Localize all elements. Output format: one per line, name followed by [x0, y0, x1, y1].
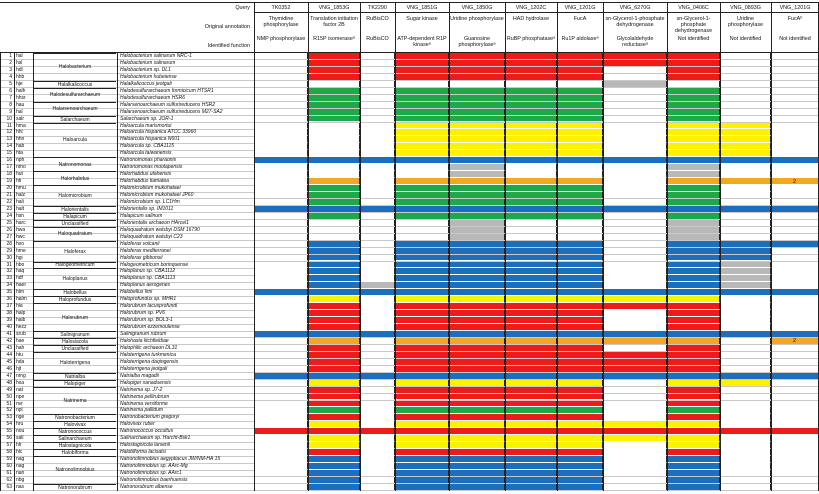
organism-code: hxa [16, 379, 25, 386]
column-query-10: VNG_0893G [730, 5, 761, 11]
row-number: 5 [9, 80, 12, 87]
column-divider [360, 2, 361, 491]
organism-code: halm [16, 296, 27, 303]
row-number: 2 [9, 59, 12, 66]
organism-code: npl [16, 407, 23, 414]
row-number: 16 [6, 157, 12, 164]
organism-name: Natronomonas moolapensis [120, 164, 183, 171]
column-divider [0, 52, 1, 491]
row-number: 31 [6, 261, 12, 268]
organism-name: Haloplanus sp. CBA1113 [120, 275, 176, 282]
column-identified-2: R15P isomeraseᵃ [313, 36, 355, 42]
column-query-5: VNG_1850G [461, 5, 493, 11]
column-identified-9: Not identified [677, 36, 710, 42]
genus-label: Haloarcula [34, 123, 116, 158]
genus-label: Salinigranum [34, 331, 116, 338]
organism-code: nat [16, 386, 23, 393]
row-number: 22 [6, 198, 12, 205]
organism-code: hti [16, 178, 22, 185]
organism-code: nbg [16, 476, 25, 483]
organism-code: hal [16, 108, 23, 115]
organism-name: Halogeometricum borinquense [120, 261, 189, 268]
organism-code: hah [16, 344, 25, 351]
column-divider [603, 2, 604, 491]
row-number: 7 [9, 94, 12, 101]
organism-code: nou [16, 428, 25, 435]
row-number: 24 [6, 212, 12, 219]
column-annotation-3: RuBisCO [366, 16, 389, 22]
genus-label: Natrialba [34, 373, 116, 380]
organism-name: Halorubrum sp. BOL3-1 [120, 317, 173, 324]
organism-code: hje [16, 80, 23, 87]
organism-name: Halomicrobium mukohataei JP60 [120, 192, 194, 198]
organism-name: Halobacterium salinarum NRC-1 [120, 53, 192, 59]
organism-name: Halobellus limi [120, 289, 153, 296]
header-divider [0, 2, 819, 3]
row-number: 21 [6, 192, 12, 198]
organism-code: halp [16, 310, 26, 317]
row-number: 9 [9, 108, 12, 115]
organism-name: Natrialba magadii [120, 372, 159, 379]
organism-name: Haloprofundus sp. MHR1 [120, 296, 177, 303]
organism-name: Natrinema sp. J7-2 [120, 386, 163, 393]
organism-code: npe [16, 393, 25, 400]
row-number: 18 [6, 171, 12, 178]
organism-code: srub [16, 331, 26, 337]
organism-name: Haloarcula taiwanensis [120, 150, 172, 157]
organism-name: Haloarcula hispanica N601 [120, 136, 180, 143]
genus-label: Salinarchaeum [34, 435, 116, 442]
row-number: 35 [6, 289, 12, 296]
organism-name: Halomicrobium sp. LC1Hm [120, 198, 180, 205]
genus-label: Halobacterium [34, 53, 116, 81]
organism-name: Haloplanus sp. CBA1112 [120, 268, 176, 275]
genus-label: Halomicrobium [34, 185, 116, 206]
column-query-1: TK0352 [271, 5, 291, 11]
organism-code: hali [16, 198, 24, 205]
organism-name: Haloterrigena jeotgali [120, 365, 168, 372]
row-number: 59 [6, 456, 12, 463]
genus-label: Haloquadratum [34, 227, 116, 241]
organism-name: Natronomonas pharaonis [120, 157, 177, 164]
organism-name: Halalkalicoccus jeotgali [120, 80, 172, 87]
column-divider [667, 2, 668, 491]
organism-name: Haloblforma lacisalsi [120, 449, 166, 456]
organism-code: hwc [16, 233, 25, 240]
column-divider [395, 2, 396, 491]
organism-name: Halorhabdus tiamatea [120, 178, 169, 185]
organism-code: nph [16, 157, 25, 164]
organism-code: hlr [16, 442, 22, 449]
column-annotation-1: Thymidine phosphorylase [263, 16, 299, 28]
organism-name: Halophilic archaeon DL31 [120, 344, 178, 351]
organism-name: Halovivax ruber [120, 421, 155, 428]
column-divider [505, 2, 506, 491]
organism-name: Halobacterium hubeiense [120, 73, 177, 80]
header-query-label: Query [235, 5, 250, 11]
organism-name: Natrinema versiforme [120, 400, 168, 407]
column-query-6: VNG_1202C [515, 5, 547, 11]
column-annotation-11: FucAᵇ [787, 16, 803, 22]
organism-code: hab [16, 143, 25, 150]
organism-code: hal [16, 53, 23, 59]
row-number: 25 [6, 219, 12, 226]
organism-name: Halodesulfurarchaeum HSR6 [120, 94, 186, 101]
column-divider [557, 2, 558, 491]
organism-code: haer [16, 282, 27, 289]
organism-code: nmg [16, 372, 26, 379]
organism-code: hhn [16, 136, 25, 143]
genus-label: Halorientalis [34, 206, 116, 213]
genus-label: Halopiger [34, 380, 116, 387]
genus-label: Haloplanus [34, 268, 116, 289]
organism-code: salr [16, 115, 25, 122]
organism-code: nag [16, 456, 25, 463]
column-annotation-10: Uridine phosphorylase [727, 16, 764, 28]
genus-label: Unclassified [34, 345, 116, 352]
genus-label: Unclassified [34, 220, 116, 227]
column-annotation-2: Translation initiation factor 2B [310, 16, 358, 28]
genus-label: Haloprofundus [34, 296, 116, 303]
organism-code: hezz [16, 324, 27, 331]
organism-name: Halapicum salinum [120, 212, 163, 219]
column-divider [449, 2, 450, 491]
organism-name: Halomicrobium mukohataei [120, 185, 181, 192]
column-query-9: VNG_0406C [678, 5, 709, 11]
row-number: 54 [6, 421, 12, 428]
row-number: 58 [6, 449, 12, 456]
organism-code: hgi [16, 254, 23, 261]
organism-code: hmu [16, 185, 26, 192]
row-number: 1 [9, 53, 12, 59]
organism-name: Natronolimnobius sp. AArc-Mg [120, 463, 188, 470]
genus-label: Salarchaeum [34, 116, 116, 123]
organism-name: Halohasta litchfieldiae [120, 337, 169, 344]
organism-code: hsl [16, 59, 23, 66]
column-query-2: VNG_1853G [318, 5, 350, 11]
row-number: 55 [6, 428, 12, 435]
row-number: 8 [9, 101, 12, 108]
organism-code: hwa [16, 226, 26, 233]
column-query-3: TK2290 [368, 5, 387, 11]
column-annotation-5: Uridine phosphorylase [450, 16, 504, 22]
organism-name: Halobacterium sp. DL1 [120, 66, 171, 73]
column-identified-8: Glycolaldehyde reductaseᵃ [616, 36, 654, 48]
genus-label: Halorhabdus [34, 171, 116, 185]
column-divider [33, 52, 34, 491]
genus-label: Halorubrum [34, 303, 116, 331]
row-number: 44 [6, 351, 12, 358]
column-annotation-9: sn-Glycerol-1-phosphate dehydrogenase [674, 16, 713, 34]
organism-code: hae [16, 337, 25, 344]
genus-label: Natronorubrum [34, 484, 116, 491]
organism-name: Salarchaeum sp. JOR-1 [120, 115, 174, 122]
column-divider [117, 52, 118, 491]
row-number: 62 [6, 476, 12, 483]
organism-code: hau [16, 101, 25, 108]
row-number: 15 [6, 150, 12, 157]
genus-label: Haloterrigena [34, 352, 116, 373]
organism-name: Natronolimnobius sp. AArc1 [120, 470, 182, 476]
header-divider [254, 12, 819, 13]
row-number: 39 [6, 317, 12, 324]
organism-name: Halobacterium salinarum [120, 59, 176, 66]
row-number: 56 [6, 435, 12, 442]
column-identified-3: RuBisCO [366, 36, 389, 42]
row-number: 45 [6, 358, 12, 365]
row-number: 26 [6, 226, 12, 233]
genus-label: Natronomonas [34, 157, 116, 171]
organism-code: hdf [16, 275, 23, 282]
row-number: 46 [6, 365, 12, 372]
organism-name: Halorubrum lacusprofundi [120, 303, 178, 310]
organism-name: Halarsenoarchaeum sulfurireducens M27-SA2 [120, 108, 223, 115]
genus-label: Halapicum [34, 213, 116, 220]
row-number: 6 [9, 87, 12, 94]
column-identified-5: Guanosine phosphorylaseᵃ [458, 36, 496, 48]
row-number: 50 [6, 393, 12, 400]
organism-code: haq [16, 268, 25, 275]
organism-code: hda [16, 358, 25, 365]
row-number: 53 [6, 414, 12, 421]
organism-name: Halorubrum sp. PV6 [120, 310, 166, 317]
row-number: 3 [9, 66, 12, 73]
organism-name: Halorubrum ezzemoulense [120, 324, 180, 331]
row-number: 11 [6, 122, 12, 129]
row-number: 10 [6, 115, 12, 122]
row-number: 43 [6, 344, 12, 351]
organism-code: halt [16, 205, 25, 212]
row-number: 14 [6, 143, 12, 150]
row-number: 29 [6, 247, 12, 254]
row-number: 30 [6, 254, 12, 261]
organism-name: Natrinema pallidum [120, 407, 164, 414]
organism-code: nas [16, 483, 25, 490]
column-query-7: VNG_1201G [564, 5, 596, 11]
column-query-4: VNG_1851G [406, 5, 438, 11]
organism-code: hsn [16, 212, 25, 219]
genus-label: Halogeometricum [34, 262, 116, 269]
row-number: 38 [6, 310, 12, 317]
organism-name: Natronorubrum albense [120, 483, 173, 490]
organism-name: Natronococcus occultus [120, 428, 174, 435]
organism-code: hvo [16, 240, 25, 247]
organism-name: Haloarcula sp. CBA1115 [120, 143, 175, 150]
organism-name: Haloplanus aerogenes [120, 282, 171, 289]
row-number: 36 [6, 296, 12, 303]
cell-note: 2 [793, 178, 797, 185]
genus-label: Halodesulfurarchaeum [34, 88, 116, 102]
genus-label: Natronolimnobius [34, 456, 116, 484]
row-number: 49 [6, 386, 12, 393]
row-number: 34 [6, 282, 12, 289]
organism-code: hhb [16, 73, 25, 80]
organism-code: nmo [16, 164, 26, 171]
column-annotation-4: Sugar kinase [406, 16, 438, 22]
organism-code: nag [16, 463, 25, 470]
organism-name: Haloferax gibbonsii [120, 254, 163, 261]
cell-note: 2 [793, 338, 797, 345]
column-divider [308, 2, 309, 491]
column-identified-11: Not identified [779, 36, 811, 42]
column-divider [254, 2, 255, 491]
row-number: 17 [6, 164, 12, 171]
organism-name: Halostagnicola larsenii [120, 442, 171, 449]
row-number: 60 [6, 463, 12, 470]
genus-label: Halovivax [34, 421, 116, 428]
column-identified-10: Not identified [729, 36, 762, 42]
header-identified-label: Identified function [207, 43, 250, 49]
row-number: 27 [6, 233, 12, 240]
row-number: 37 [6, 303, 12, 310]
genus-label: Haloblforma [34, 449, 116, 456]
row-number: 61 [6, 470, 12, 476]
organism-code: hla [16, 303, 23, 310]
organism-code: hdl [16, 66, 23, 73]
organism-code: nvr [16, 400, 23, 407]
column-annotation-7: FucA [573, 16, 587, 22]
organism-code: hta [16, 150, 23, 157]
organism-name: Natronolimnobius baerhuensis [120, 476, 188, 483]
row-number: 47 [6, 372, 12, 379]
organism-code: hlm [16, 289, 25, 296]
column-annotation-6: HAD hydrolase [512, 16, 550, 22]
organism-code: hjt [16, 365, 22, 372]
genus-label: Halalkalicoccus [34, 81, 116, 88]
organism-name: Halorientalis sp. IM1011 [120, 205, 174, 212]
organism-name: Natronobacterium gregoryi [120, 414, 180, 421]
column-query-11: VNG_1201G [779, 5, 811, 11]
organism-code: hma [16, 122, 26, 129]
genus-label: Halarsenoarchaeum [34, 102, 116, 116]
organism-name: Salinarchaeum sp. Harcht-Bsk1 [120, 435, 191, 442]
row-number: 12 [6, 129, 12, 136]
column-annotation-8: sn-Glycerol-1-phosphate dehydrogenase [605, 16, 665, 28]
column-divider [14, 52, 15, 491]
organism-name: Natrinema pellirubrum [120, 393, 170, 400]
row-number: 4 [9, 73, 12, 80]
organism-code: hru [16, 421, 24, 428]
genus-label: Halobellus [34, 289, 116, 296]
column-divider [720, 2, 721, 491]
row-number: 19 [6, 178, 12, 185]
organism-name: Halarsenoarchaeum sulfurireducens HSR2 [120, 101, 216, 108]
row-number: 57 [6, 442, 12, 449]
organism-code: sali [16, 435, 24, 442]
row-number: 28 [6, 240, 12, 247]
organism-code: harc [16, 219, 26, 226]
organism-name: Halodesulfurarchaeum formicicum HTSR1 [120, 87, 214, 94]
column-identified-6: RuBP phosphataseᵃ [506, 36, 556, 42]
organism-code: halz [16, 192, 26, 198]
organism-name: Haloarcula marismortui [120, 122, 172, 129]
organism-name: Haloferax volcanii [120, 240, 160, 247]
organism-name: Halorientalis archaeon HArcel1 [120, 219, 189, 226]
row-number: 23 [6, 205, 12, 212]
organism-code: hhsr [16, 94, 26, 101]
organism-code: hhi [16, 129, 23, 136]
row-number: 48 [6, 379, 12, 386]
organism-code: halb [16, 317, 26, 324]
row-number: 42 [6, 337, 12, 344]
organism-code: hbo [16, 261, 25, 268]
row-number: 52 [6, 407, 12, 414]
organism-name: Haloarcula hispanica ATCC 33960 [120, 129, 197, 136]
organism-code: hlc [16, 449, 23, 456]
column-query-8: VNG_6270G [619, 5, 651, 11]
organism-name: Natronolimnobius aegyptiacus JW/NM-HA 15 [120, 456, 221, 463]
organism-code: hut [16, 171, 23, 178]
row-number: 13 [6, 136, 12, 143]
organism-code: nan [16, 470, 25, 476]
organism-code: hme [16, 247, 26, 254]
genus-label: Haloferax [34, 241, 116, 262]
organism-name: Salinigranum rubrum [120, 331, 167, 337]
row-number: 63 [6, 483, 12, 490]
genus-label: Natronococcus [34, 428, 116, 435]
organism-name: Haloferax mediterranei [120, 247, 171, 254]
column-identified-1: NMP phosphorylase [256, 36, 306, 42]
column-identified-4: ATP-dependent R1P kinaseᵃ [397, 36, 447, 48]
organism-code: nge [16, 414, 25, 421]
organism-name: Haloquadratum walsbyi DSM 16790 [120, 226, 200, 233]
organism-name: Haloterrigena daqingensis [120, 358, 179, 365]
row-divider [0, 490, 819, 491]
header-annotation-label: Original annotation [204, 24, 250, 30]
column-identified-7: Ru1P aldolaseᵃ [561, 36, 599, 42]
column-divider [771, 2, 772, 491]
organism-name: Haloterrigena turkmenica [120, 351, 176, 358]
organism-code: htu [16, 351, 23, 358]
row-number: 41 [6, 331, 12, 337]
genus-label: Natronobacterium [34, 414, 116, 421]
row-number: 32 [6, 268, 12, 275]
organism-name: Halorhabdus utahensis [120, 171, 172, 178]
row-number: 33 [6, 275, 12, 282]
genus-label: Natrinema [34, 387, 116, 415]
genus-label: Halostagnicola [34, 442, 116, 449]
organism-name: Halopiger xanaduensis [120, 379, 171, 386]
genus-label: Halosiacola [34, 338, 116, 345]
row-number: 40 [6, 324, 12, 331]
row-number: 20 [6, 185, 12, 192]
organism-code: halh [16, 87, 26, 94]
row-number: 51 [6, 400, 12, 407]
organism-name: Haloquadratum walsbyi C23 [120, 233, 183, 240]
